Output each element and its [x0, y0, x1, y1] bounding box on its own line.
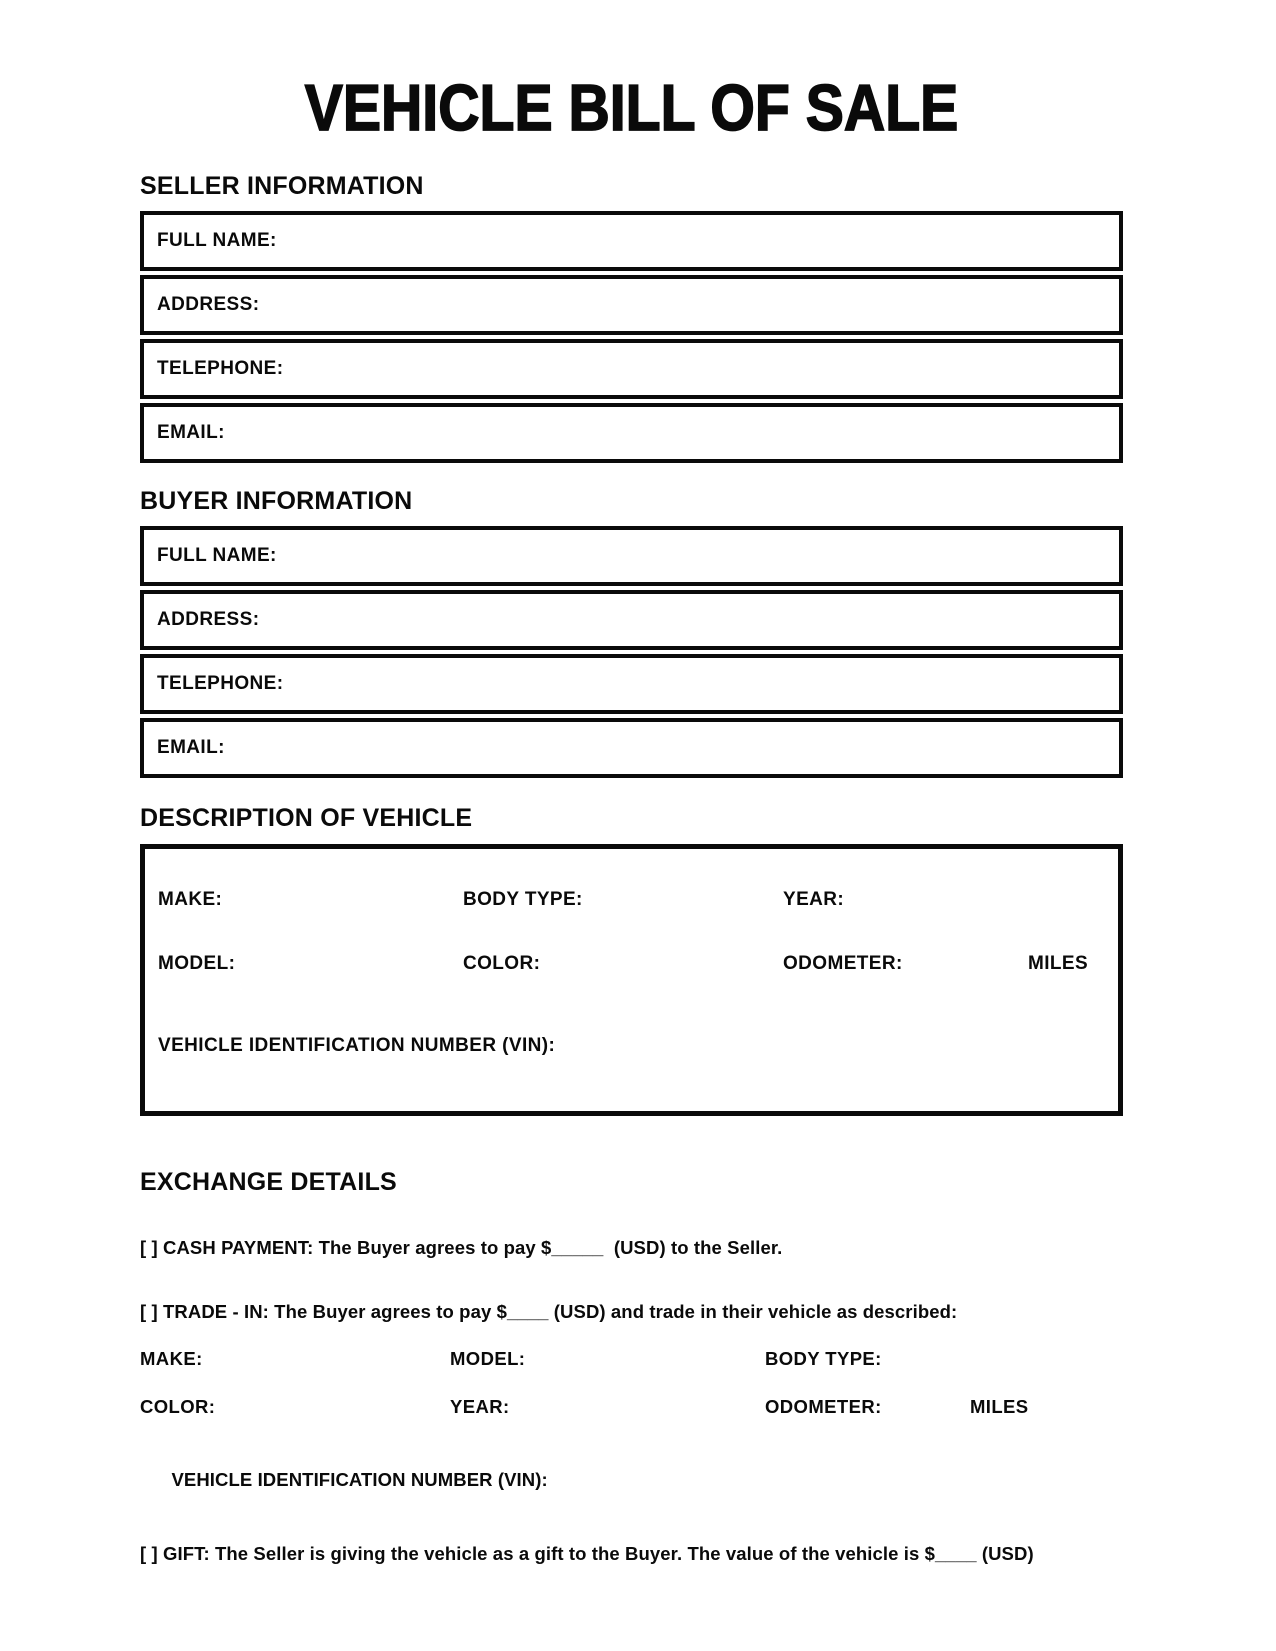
vehicle-body-type-label: BODY TYPE: — [463, 889, 583, 910]
gift-text: GIFT: The Seller is giving the vehicle as a gift to the Buyer. The value of the vehicle is $____ (USD) — [163, 1543, 1034, 1564]
vehicle-description-box — [140, 844, 1123, 1116]
buyer-section-heading: BUYER INFORMATION — [140, 487, 413, 515]
trade-in-body-type-label: BODY TYPE: — [765, 1348, 882, 1369]
cash-payment-checkbox[interactable]: [ ] — [140, 1237, 158, 1258]
exchange-section-heading: EXCHANGE DETAILS — [140, 1168, 397, 1196]
trade-in-text: TRADE - IN: The Buyer agrees to pay $____ (USD) and trade in their vehicle as described: — [163, 1301, 958, 1322]
vehicle-row-1 — [158, 889, 1104, 911]
trade-in-model-label: MODEL: — [450, 1348, 526, 1369]
buyer-fields-group — [140, 526, 1123, 778]
vehicle-odometer-label: ODOMETER: — [783, 953, 903, 974]
trade-in-make-label: MAKE: — [140, 1348, 203, 1369]
vehicle-model-field[interactable] — [158, 953, 463, 975]
vehicle-vin-label: VEHICLE IDENTIFICATION NUMBER (VIN): — [158, 1035, 556, 1056]
buyer-full-name-label: FULL NAME: — [157, 545, 277, 566]
vehicle-color-field[interactable] — [463, 953, 783, 975]
vehicle-miles-unit-label: MILES — [1028, 953, 1089, 974]
seller-full-name-field[interactable] — [140, 211, 1123, 271]
vehicle-year-label: YEAR: — [783, 889, 845, 910]
vehicle-row-2 — [158, 953, 1104, 975]
vehicle-color-label: COLOR: — [463, 953, 541, 974]
trade-in-make-field[interactable] — [140, 1348, 450, 1370]
trade-in-odometer-label: ODOMETER: — [765, 1396, 882, 1417]
seller-full-name-label: FULL NAME: — [157, 230, 277, 251]
vehicle-make-field[interactable] — [158, 889, 463, 911]
trade-in-odometer-field[interactable] — [765, 1396, 970, 1418]
gift-checkbox[interactable]: [ ] — [140, 1543, 158, 1564]
cash-payment-text: CASH PAYMENT: The Buyer agrees to pay $_____ (USD) to the Seller. — [163, 1237, 783, 1258]
vehicle-model-label: MODEL: — [158, 953, 236, 974]
trade-in-miles-unit-label: MILES — [970, 1396, 1029, 1417]
trade-in-model-field[interactable] — [450, 1348, 765, 1370]
document-title: VEHICLE BILL OF SALE — [304, 71, 959, 144]
vehicle-year-field[interactable] — [783, 889, 1028, 911]
seller-telephone-label: TELEPHONE: — [157, 358, 284, 379]
buyer-email-label: EMAIL: — [157, 737, 225, 758]
trade-in-color-field[interactable] — [140, 1396, 450, 1418]
buyer-email-field[interactable] — [140, 718, 1123, 778]
trade-in-checkbox[interactable]: [ ] — [140, 1301, 158, 1322]
vehicle-make-label: MAKE: — [158, 889, 223, 910]
document-content — [140, 71, 1123, 1566]
buyer-address-field[interactable] — [140, 590, 1123, 650]
seller-section-heading: SELLER INFORMATION — [140, 172, 424, 200]
gift-line — [140, 1542, 1123, 1566]
trade-in-row-2 — [140, 1396, 1123, 1418]
trade-in-year-field[interactable] — [450, 1396, 765, 1418]
trade-in-line — [140, 1300, 1123, 1324]
vehicle-odometer-field[interactable] — [783, 953, 1028, 975]
trade-in-vin-field[interactable] — [140, 1444, 1123, 1516]
trade-in-row-1 — [140, 1348, 1123, 1370]
buyer-full-name-field[interactable] — [140, 526, 1123, 586]
vehicle-section-heading: DESCRIPTION OF VEHICLE — [140, 804, 473, 832]
cash-payment-line — [140, 1236, 1123, 1260]
seller-email-field[interactable] — [140, 403, 1123, 463]
trade-in-year-label: YEAR: — [450, 1396, 510, 1417]
trade-in-vin-label: VEHICLE IDENTIFICATION NUMBER (VIN): — [171, 1469, 548, 1490]
seller-address-label: ADDRESS: — [157, 294, 260, 315]
vehicle-body-type-field[interactable] — [463, 889, 783, 911]
buyer-address-label: ADDRESS: — [157, 609, 260, 630]
seller-email-label: EMAIL: — [157, 422, 225, 443]
seller-address-field[interactable] — [140, 275, 1123, 335]
trade-in-body-type-field[interactable] — [765, 1348, 970, 1370]
buyer-telephone-label: TELEPHONE: — [157, 673, 284, 694]
buyer-telephone-field[interactable] — [140, 654, 1123, 714]
vehicle-vin-field[interactable] — [158, 1035, 1104, 1057]
seller-telephone-field[interactable] — [140, 339, 1123, 399]
seller-fields-group — [140, 211, 1123, 463]
trade-in-color-label: COLOR: — [140, 1396, 216, 1417]
